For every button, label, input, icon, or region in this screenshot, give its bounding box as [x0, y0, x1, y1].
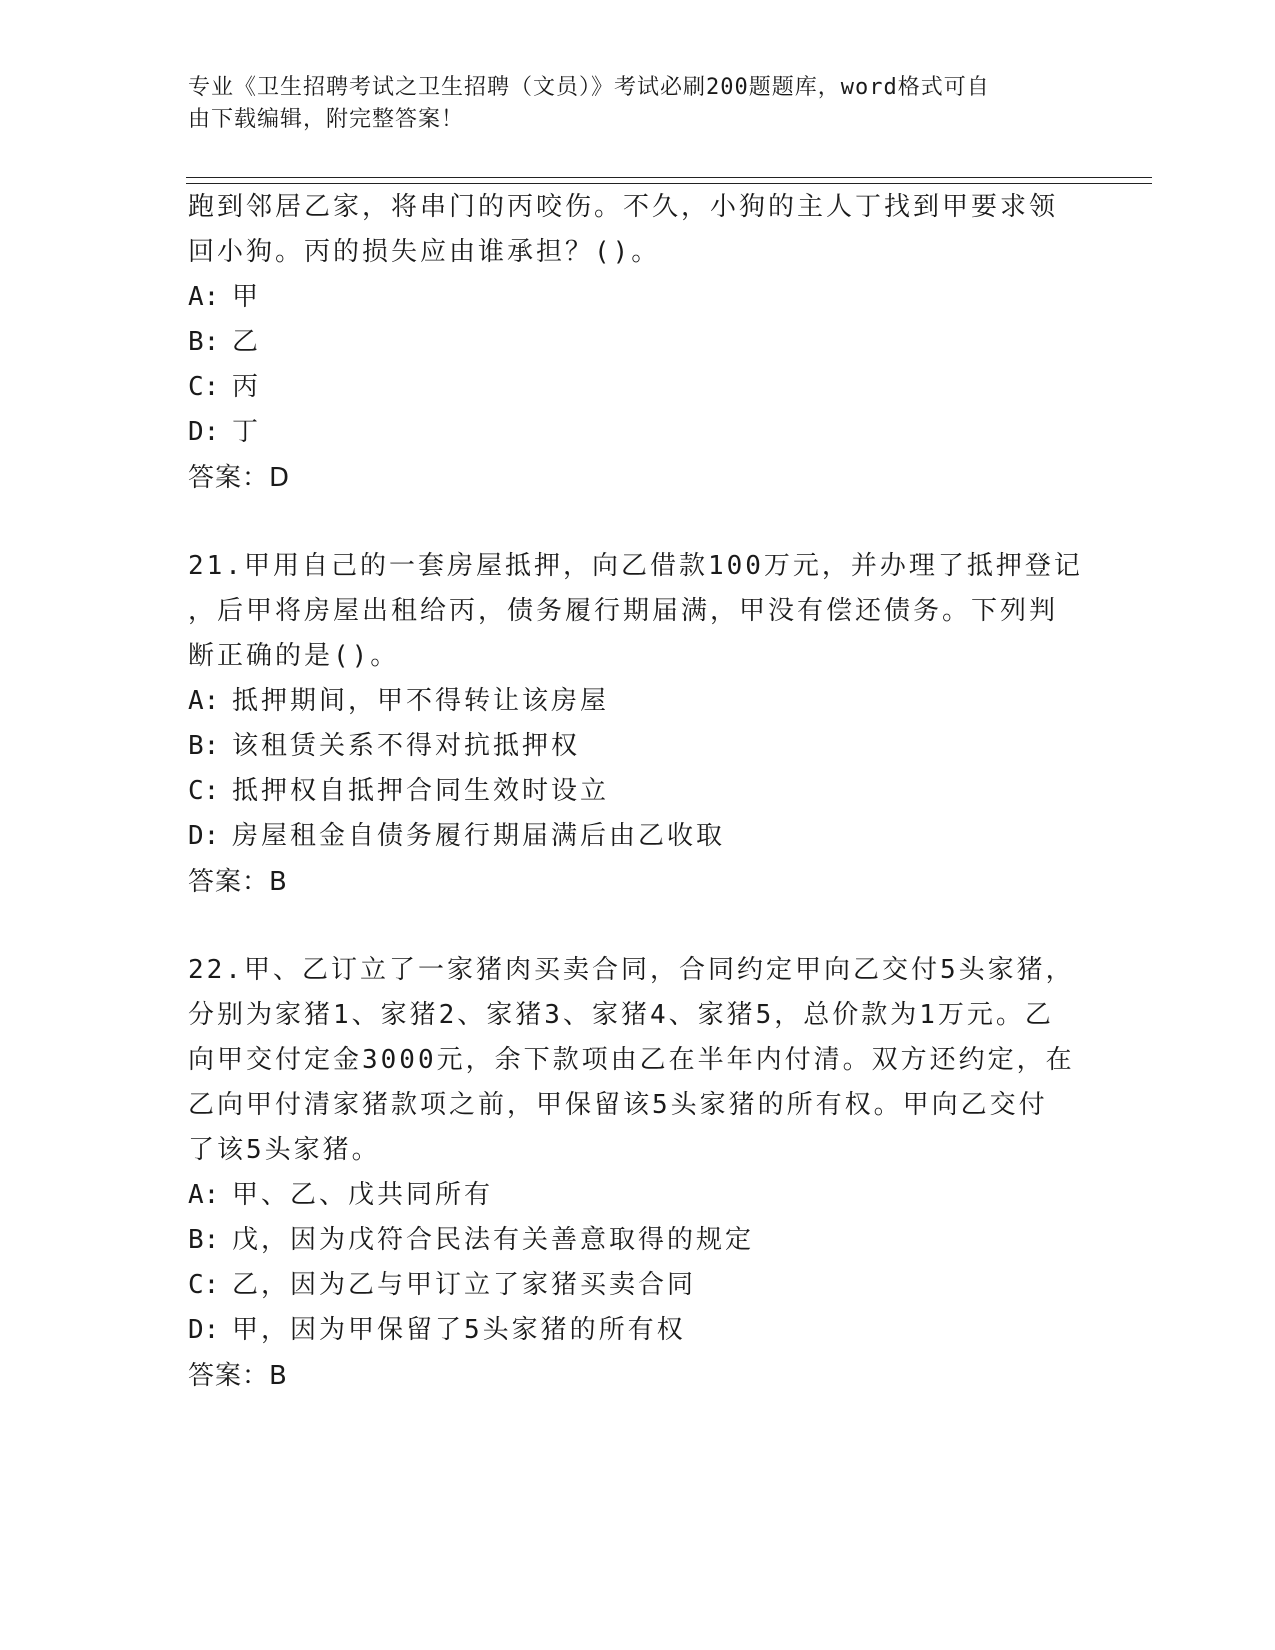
option-text: 房屋租金自债务履行期届满后由乙收取 [232, 821, 726, 851]
option-a [188, 1173, 1088, 1218]
option-c [188, 769, 1088, 814]
option-d [188, 814, 1088, 859]
option-letter: C: [188, 1270, 220, 1300]
question-text-line: ，后甲将房屋出租给丙，债务履行期届满，甲没有偿还债务。下列判 [188, 596, 1059, 626]
answer-line: 答案：B [188, 1361, 288, 1391]
option-a [188, 275, 1088, 320]
option-letter: D: [188, 821, 220, 851]
option-a [188, 679, 1088, 724]
header-title-line-1: 专业《卫生招聘考试之卫生招聘（文员）》考试必刷200题题库，word格式可自 [188, 75, 990, 100]
question-text-line: 向甲交付定金3000元，余下款项由乙在半年内付清。双方还约定，在 [188, 1045, 1075, 1075]
question-22 [188, 948, 1088, 1399]
question-spacer [188, 501, 1088, 544]
header-divider-top [186, 177, 1152, 178]
question-20 [188, 185, 1088, 501]
answer-line: 答案：D [188, 463, 291, 493]
question-text-line: 回小狗。丙的损失应由谁承担？()。 [188, 237, 661, 267]
header-divider-bottom [186, 183, 1152, 184]
option-text: 甲，因为甲保留了5头家猪的所有权 [232, 1315, 686, 1345]
question-text-line: 22.甲、乙订立了一家猪肉买卖合同，合同约定甲向乙交付5头家猪， [188, 955, 1075, 985]
option-letter: B: [188, 327, 220, 357]
option-c [188, 1263, 1088, 1308]
option-letter: B: [188, 731, 220, 761]
option-letter: D: [188, 417, 220, 447]
option-text: 该租赁关系不得对抗抵押权 [232, 731, 581, 761]
option-text: 甲、乙、戊共同所有 [232, 1180, 494, 1210]
option-text: 甲 [232, 282, 262, 312]
question-text-line: 了该5头家猪。 [188, 1135, 381, 1165]
option-d [188, 1308, 1088, 1353]
question-list [188, 185, 1088, 1399]
question-text-line: 乙向甲付清家猪款项之前，甲保留该5头家猪的所有权。甲向乙交付 [188, 1090, 1048, 1120]
question-21 [188, 544, 1088, 905]
document-header [188, 72, 1068, 136]
question-spacer [188, 905, 1088, 948]
answer-line: 答案：B [188, 867, 288, 897]
option-text: 乙 [232, 327, 262, 357]
option-text: 抵押期间，甲不得转让该房屋 [232, 686, 610, 716]
option-letter: C: [188, 776, 220, 806]
option-text: 丙 [232, 372, 262, 402]
option-letter: C: [188, 372, 220, 402]
option-letter: D: [188, 1315, 220, 1345]
option-b [188, 724, 1088, 769]
question-text-line: 断正确的是()。 [188, 641, 400, 671]
option-text: 丁 [232, 417, 262, 447]
question-text-line: 分别为家猪1、家猪2、家猪3、家猪4、家猪5，总价款为1万元。乙 [188, 1000, 1054, 1030]
option-d [188, 410, 1088, 455]
option-b [188, 1218, 1088, 1263]
option-letter: A: [188, 686, 220, 716]
option-b [188, 320, 1088, 365]
option-text: 抵押权自抵押合同生效时设立 [232, 776, 610, 806]
option-text: 戊，因为戊符合民法有关善意取得的规定 [232, 1225, 755, 1255]
option-letter: A: [188, 1180, 220, 1210]
header-title-line-2: 由下载编辑，附完整答案！ [188, 107, 465, 132]
option-text: 乙，因为乙与甲订立了家猪买卖合同 [232, 1270, 697, 1300]
question-text-line: 跑到邻居乙家，将串门的丙咬伤。不久，小狗的主人丁找到甲要求领 [188, 192, 1059, 222]
option-c [188, 365, 1088, 410]
question-text-line: 21.甲用自己的一套房屋抵押，向乙借款100万元，并办理了抵押登记 [188, 551, 1083, 581]
option-letter: A: [188, 282, 220, 312]
option-letter: B: [188, 1225, 220, 1255]
